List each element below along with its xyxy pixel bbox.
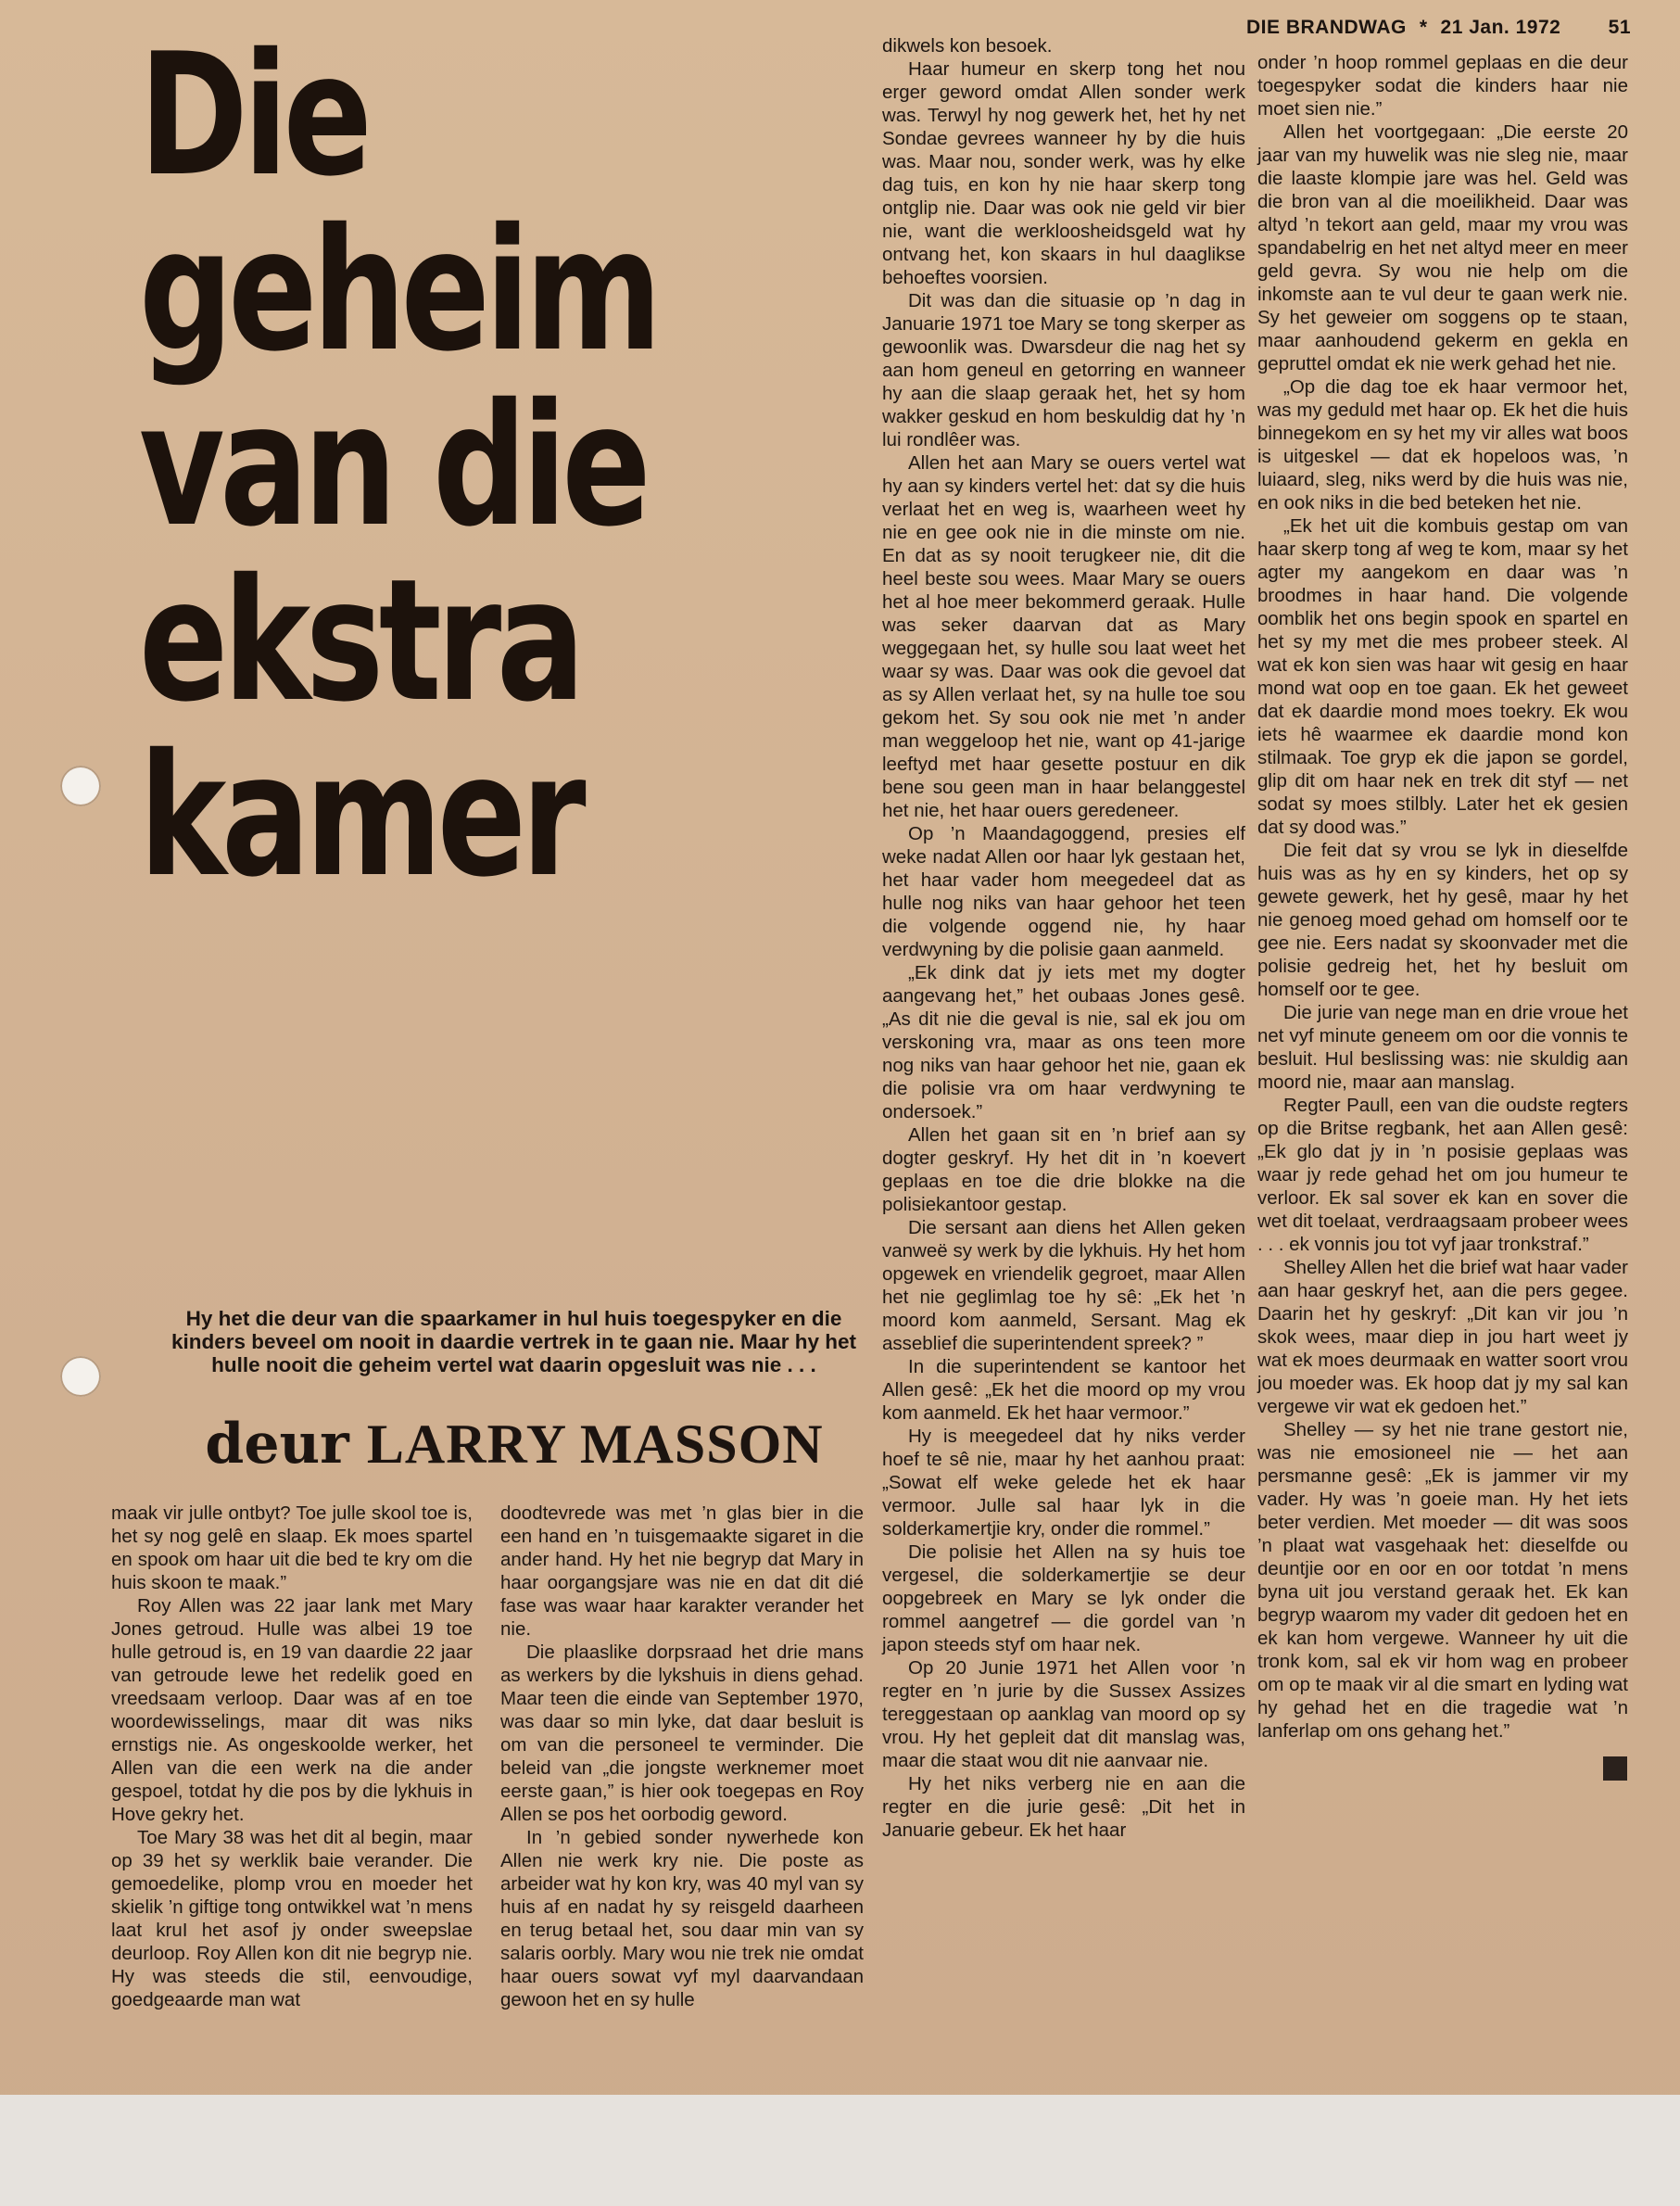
punch-hole-lower [60,1356,101,1397]
headline-line: Die [139,17,368,213]
publication-name: DIE BRANDWAG [1246,17,1407,38]
scan-margin [0,2095,1680,2206]
paragraph: dikwels kon besoek. [882,35,1053,57]
paragraph: Op 20 Junie 1971 het Allen voor ’n regter en ’n jurie by die Sussex Assizes tereggestaan op aanklag van moord op sy vrou. Hy het gepleit dat dit manslag was, maar die staat wou dit nie aanvaar nie. [882,1657,1245,1771]
paragraph: doodtevrede was met ’n glas bier in die een hand en ’n tuisgemaakte sigaret in die ander hand. Hy het nie begryp dat Mary in haar oorgangsjare was nie en dat dit dié fase was waar haar karakter verander het nie. [500,1502,864,1640]
paragraph: Shelley — sy het nie trane gestort nie, was nie emosioneel nie — het aan persmanne gesê: „Ek is jammer vir my vader. Hy was ’n goeie man. Hy het iets beter verdien. Met moeder — dit was soos ’n plaat wat vasgehaak het: dieselfde ou deuntjie oor en oor en oor totdat ’n mens byna uit jou verstand geraak het. Ek kan begryp waarom my vader dit gedoen het en ek kan hom vergewe. Wanneer hy uit die tronk kom, sal ek vir hom wag en probeer om op te maak vir al die smart en lyding wat hy gehad het en die tragedie wat ’n lanferlap om ons gehang het.” [1257,1419,1628,1742]
paragraph: Hy is meegedeel dat hy niks verder hoef te sê nie, maar hy het aanhou praat: „Sowat elf weke gelede het ek haar vermoor. Julle sal haar lyk in die solderkamertjie kry, onder die rommel.” [882,1426,1245,1540]
paragraph: Op ’n Maandagoggend, presies elf weke nadat Allen oor haar lyk gestaan het, het haar vader hom meegedeel dat as hulle nog niks van haar gehoor het teen die volgende oggend nie, hy haar verdwyning by die polisie gaan aanmeld. [882,823,1245,960]
headline-line: geheim [139,192,658,388]
paragraph: Dit was dan die situasie op ’n dag in Januarie 1971 toe Mary se tong skerper as gewoonlik was. Dwarsdeur die nag het sy aan hom geneul en getorring en wanneer hy aan die slaap geraak het, het sy hom wakker geskud en hom beskuldig dat hy ’n lui rondlêer was. [882,290,1245,450]
paragraph: Roy Allen was 22 jaar lank met Mary Jones getroud. Hulle was albei 19 toe hulle getroud is, en 19 van daardie 22 jaar van getroude lewe het redelik goed en vreedsaam verloop. Daar was af en toe woordewisselings, maar dit was niks ernstigs nie. As ongeskoolde werker, het Allen van die een werk na die ander gespoel, totdat hy die pos by die lykhuis in Hove gekry het. [111,1595,473,1825]
paragraph: Allen het gaan sit en ’n brief aan sy dogter geskryf. Hy het dit in ’n koevert geplaas en toe die drie blokke na die polisiekantoor gestap. [882,1124,1245,1215]
text-column-2 [500,1502,864,2011]
text-column-3 [882,34,1245,1842]
author-name: LARRY MASSON [366,1414,824,1475]
paragraph: Die jurie van nege man en drie vroue het net vyf minute geneem om oor die vonnis te besluit. Hul beslissing was: nie skuldig aan moord nie, maar aan manslag. [1257,1002,1628,1093]
paragraph: Haar humeur en skerp tong het nou erger geword omdat Allen sonder werk was. Terwyl hy nog gewerk het, het hy net Sondae gevrees wanneer hy by die huis was. Maar nou, sonder werk, was hy elke dag tuis, en kon hy nie haar skerp tong ontglip nie. Daar was ook nie geld vir bier nie, want die werkloosheidsgeld wat hy ontvang het, kon skaars in hul daaglikse behoeftes voorsien. [882,58,1245,288]
running-header [1246,17,1631,41]
punch-hole-upper [60,766,101,806]
headline-line: van die [139,367,647,564]
paragraph: Hy het niks verberg nie en aan die regter en die jurie gesê: „Dit het in Januarie gebeur. Ek het haar [882,1773,1245,1841]
paragraph: „Ek dink dat jy iets met my dogter aangevang het,” het oubaas Jones gesê. „As dit nie die geval is nie, sal ek jou om verskoning vra, maar as ons teen more nog niks van haar gehoor het nie, gaan ek die polisie vra om haar verdwyning te ondersoek.” [882,962,1245,1122]
paragraph: Regter Paull, een van die oudste regters op die Britse regbank, het aan Allen gesê: „Ek glo dat jy in ’n posisie geplaas was waar jy rede gehad het om jou humeur te verloor. Ek sal sover ek kan en sover die wet dit toelaat, verdraagsaam probeer wees . . . ek vonnis jou tot vyf jaar tronkstraf.” [1257,1095,1628,1255]
paragraph: maak vir julle ontbyt? Toe julle skool toe is, het sy nog gelê en slaap. Ek moes spartel en spook om haar uit die bed te kry om die huis skoon te maak.” [111,1502,473,1593]
end-of-article-mark [1603,1756,1627,1781]
article-headline [139,17,702,914]
text-column-1 [111,1502,473,2011]
paragraph: In ’n gebied sonder nywerhede kon Allen nie werk kry nie. Die poste as arbeider wat hy kon kry, was 40 myl van sy huis af en nadat hy sy reisgeld daarheen en terug betaal het, sou daar min van sy salaris oorbly. Mary wou nie trek nie omdat haar ouers sowat vyf myl daarvandaan gewoon het en sy hulle [500,1827,864,2010]
issue-date: 21 Jan. 1972 [1440,17,1561,38]
paragraph: Die plaaslike dorpsraad het drie mans as werkers by die lykshuis in diens gehad. Maar teen die einde van September 1970, was daar so min lyke, dat daar besluit is om van die personeel te verminder. Die beleid van „die jongste werknemer moet eerste gaan,” is hier ook toegepas en Roy Allen se pos het oorbodig geword. [500,1642,864,1825]
paragraph: Die sersant aan diens het Allen geken vanweë sy werk by die lykhuis. Hy het hom opgewek en vriendelik gegroet, maar Allen het nie geglimlag toe hy sê: „Ek het ’n moord kom aanmeld, Sersant. Mag ek asseblief die superintendent spreek? ” [882,1217,1245,1354]
page-number: 51 [1608,17,1631,38]
paragraph: Allen het aan Mary se ouers vertel wat hy aan sy kinders vertel het: dat sy die huis verlaat het en weg is, waarheen weet hy nie en gee ook nie in die minste om nie. En dat as sy nooit terugkeer nie, dit die heel beste sou wees. Maar Mary se ouers het al hoe meer bekommerd geraak. Hulle was seker daarvan dat as Mary weggegaan het, sy hulle sou laat weet het waar sy was. Daar was ook die gevoel dat as sy Allen verlaat het, sy na hulle toe sou gekom het. Sy sou ook nie met ’n ander man weggeloop het nie, want op 41-jarige leeftyd met haar gesette postuur en dik bene sou geen man in haar belanggestel het nie, het haar ouers geredeneer. [882,452,1245,821]
paragraph: In die superintendent se kantoor het Allen gesê: „Ek het die moord op my vrou kom aanmeld. Ek het haar vermoor.” [882,1356,1245,1424]
standfirst: Hy het die deur van die spaarkamer in hul huis toegespyker en die kinders beveel om nooit in daardie vertrek in te gaan nie. Maar hy het hulle nooit die geheim vertel wat daarin opgesluit was nie . . . [171,1307,856,1376]
paragraph: Toe Mary 38 was het dit al begin, maar op 39 het sy werklik baie verander. Die gemoedelike, plomp vrou en moeder het skielik ’n giftige tong ontwikkel wat ’n mens laat kruI het asof jy onder sweepslae deurloop. Roy Allen kon dit nie begryp nie. Hy was steeds die stil, eenvoudige, goedgeaarde man wat [111,1827,473,2010]
paragraph: „Ek het uit die kombuis gestap om van haar skerp tong af weg te kom, maar sy het agter my aangekom en daar was ’n broodmes in haar hand. Die volgende oomblik het ons begin spook en spartel en het sy my met die mes probeer steek. Al wat ek kon sien was haar wit gesig en haar mond wat oop en toe gaan. Ek het geweet dat ek daardie mond moes toekry. Ek wou iets hê waarmee ek daardie mond kon stilmaak. Toe gryp ek die japon se gordel, glip dit om haar nek en trek dit styf — net sodat sy moes stilbly. Later het ek gesien dat sy dood was.” [1257,515,1628,838]
headline-line: ekstra [139,542,581,739]
headline-line: kamer [139,717,582,914]
paragraph: Die polisie het Allen na sy huis toe vergesel, die solderkamertjie se deur oopgebreek en Mary se lyk onder die rommel aangetref — die gordel van ’n japon steeds styf om haar nek. [882,1541,1245,1655]
paragraph: Die feit dat sy vrou se lyk in dieselfde huis was as hy en sy kinders, het op sy gewete gewerk, het hy gesê, maar hy het nie genoeg moed gehad om homself oor te gee nie. Eers nadat sy skoonvader met die polisie gedreig het, het hy besluit om homself oor te gee. [1257,840,1628,1000]
byline-prefix: deur [205,1412,349,1477]
paragraph: Shelley Allen het die brief wat haar vader aan haar geskryf het, aan die pers gegee. Daarin het hy geskryf: „Dit kan vir jou ’n skok wees, maar diep in jou hart weet jy wat ek moes deurmaak en watter soort vrou jou moeder was. Ek hoop dat jy my sal kan vergewe vir wat ek gedoen het.” [1257,1257,1628,1417]
paragraph: „Op die dag toe ek haar vermoor het, was my geduld met haar op. Ek het die huis binnegekom en sy het my vir alles wat boos is uitgeskel — dat ek hopeloos was, ’n luiaard, sleg, niks werd by die huis was nie, en ook niks in die bed beteken het nie. [1257,376,1628,513]
paragraph: Allen het voortgegaan: „Die eerste 20 jaar van my huwelik was nie sleg nie, maar die laaste klompie jare was hel. Geld was die bron van al die moeilikheid. Daar was altyd ’n tekort aan geld, maar my vrou was spandabelrig en het net altyd meer en meer geld gevra. Sy wou nie help om die inkomste aan te vul deur te gaan werk nie. Sy het geweier om soggens op te staan, maar aanhoudend gekerm en gekla en gepruttel omdat ek nie werk gehad het nie. [1257,121,1628,374]
header-separator: * [1419,17,1428,38]
byline [158,1407,871,1481]
text-column-4 [1257,51,1628,1743]
paragraph: onder ’n hoop rommel geplaas en die deur toegespyker sodat die kinders haar nie moet sien nie.” [1257,52,1628,120]
